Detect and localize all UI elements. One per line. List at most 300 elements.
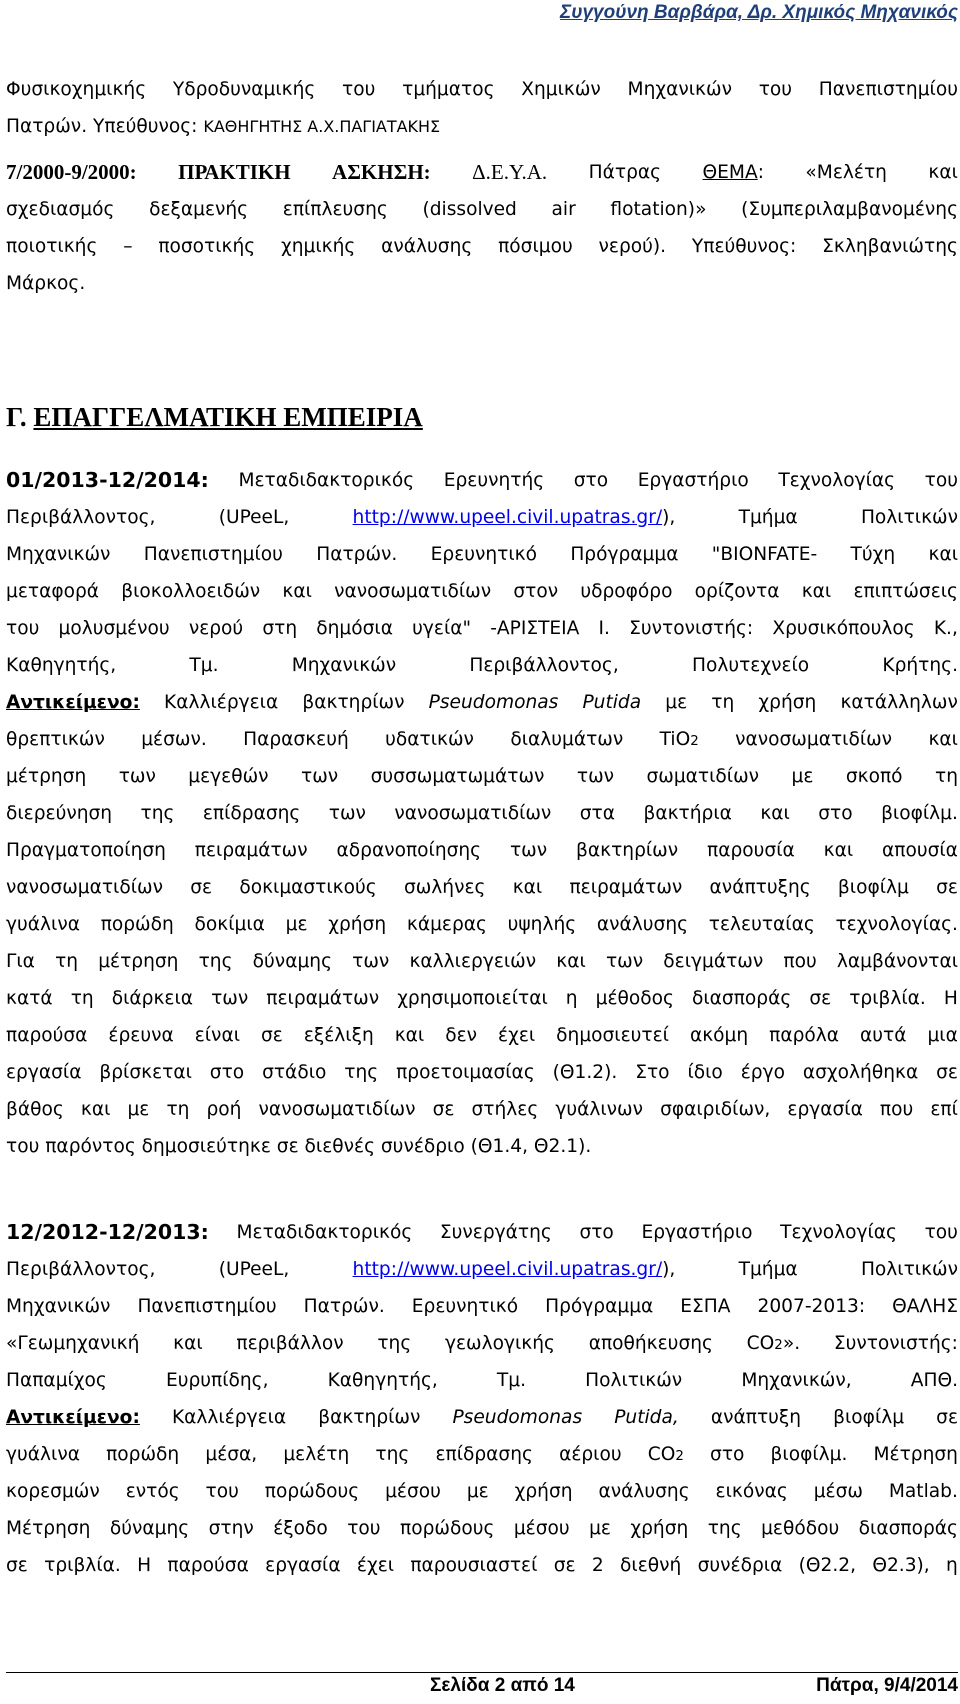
text-word: σε bbox=[936, 877, 958, 898]
text-segment: «Γεωμηχανική bbox=[6, 1333, 140, 1354]
text-word: (Θ2.2, bbox=[798, 1555, 857, 1576]
text-line bbox=[6, 610, 958, 647]
text-segment: βακτηρίων bbox=[302, 692, 405, 713]
text-word: υψηλής bbox=[507, 914, 577, 935]
text-line bbox=[6, 684, 958, 721]
text-word: ανάπτυξης bbox=[709, 877, 811, 898]
text-word: 2007-2013: bbox=[757, 1296, 866, 1317]
text-word: ποσοτικής bbox=[158, 236, 256, 257]
text-word: παρουσία bbox=[707, 840, 795, 861]
text-line bbox=[6, 1251, 958, 1288]
text-word: βακτηρίων bbox=[576, 840, 679, 861]
text-word: των bbox=[605, 951, 644, 972]
experience-entry-2 bbox=[6, 1214, 958, 1584]
text-word: της bbox=[140, 803, 175, 824]
text-word: είναι bbox=[194, 1025, 240, 1046]
text-word: των bbox=[509, 840, 548, 861]
text-word: flotation)» bbox=[610, 199, 707, 220]
text-line bbox=[6, 573, 958, 610]
entry-date: 12/2012-12/2013: bbox=[6, 1220, 209, 1244]
text-segment: Τεχνολογίας bbox=[780, 1222, 897, 1243]
text-word: Στο bbox=[635, 1062, 670, 1083]
text-word: σε bbox=[6, 1555, 28, 1576]
text-word: που bbox=[783, 951, 817, 972]
text-word: Πρόγραμμα bbox=[570, 544, 679, 565]
text-word: πόσιμου bbox=[498, 236, 573, 257]
text-word: Η bbox=[137, 1555, 152, 1576]
text-segment: του bbox=[924, 1222, 958, 1243]
text-word: των bbox=[211, 988, 249, 1009]
text-word: (dissolved bbox=[422, 199, 517, 220]
text-word: στο bbox=[209, 1062, 245, 1083]
text-word: air bbox=[551, 199, 576, 220]
text-word: σε bbox=[432, 1099, 455, 1120]
text-word: της bbox=[344, 1062, 379, 1083]
text-word: σκοπό bbox=[845, 766, 903, 787]
text-word: Ερευνητικό bbox=[411, 1296, 519, 1317]
text-word: βρίσκεται bbox=[99, 1062, 192, 1083]
text-word: απουσία bbox=[882, 840, 958, 861]
text-line bbox=[6, 795, 958, 832]
text-segment: Περιβάλλοντος, bbox=[6, 507, 156, 528]
text-word: βιοφίλμ bbox=[837, 877, 909, 898]
text-word: διασποράς bbox=[858, 1518, 958, 1539]
text-line bbox=[6, 462, 958, 499]
text-word: Η bbox=[943, 988, 958, 1009]
text-word: πειραμάτων bbox=[569, 877, 683, 898]
text-word: έργο bbox=[740, 1062, 785, 1083]
text-segment: Καλλιέργεια bbox=[164, 692, 279, 713]
text-word: και bbox=[823, 840, 854, 861]
text-word: παρουσιαστεί bbox=[410, 1555, 538, 1576]
text-segment: βακτηρίων bbox=[318, 1407, 421, 1428]
text-line bbox=[6, 1325, 958, 1362]
text-word: σωματιδίων bbox=[646, 766, 760, 787]
text-line bbox=[6, 1091, 958, 1128]
text-word: ροή bbox=[206, 1099, 242, 1120]
text-segment: Μάρκος. bbox=[6, 273, 86, 294]
text-word: η bbox=[946, 1555, 958, 1576]
text-word: στον bbox=[513, 581, 559, 602]
text-segment: υδατικών bbox=[385, 729, 474, 750]
text-word: Πραγματοποίηση bbox=[6, 840, 166, 861]
text-word: Μηχανικών bbox=[6, 1296, 111, 1317]
text-word: ακόμη bbox=[689, 1025, 749, 1046]
text-segment: βιοφίλμ bbox=[833, 1407, 905, 1428]
text-word: Συντονιστής: bbox=[629, 618, 754, 639]
text-word: 2 bbox=[591, 1555, 604, 1576]
text-segment: Δ.Ε.Υ.Α. bbox=[472, 160, 548, 184]
text-word: του bbox=[205, 1481, 239, 1502]
text-word: διεθνή bbox=[620, 1555, 682, 1576]
text-word: πορώδους bbox=[264, 1481, 360, 1502]
text-word: Χρυσικόπουλος bbox=[772, 618, 915, 639]
text-word: τριβλία. bbox=[849, 988, 926, 1009]
text-word: μεθόδου bbox=[761, 1518, 840, 1539]
text-word: διασποράς bbox=[692, 988, 792, 1009]
text-word: και bbox=[556, 951, 586, 972]
text-word: Για bbox=[6, 951, 35, 972]
text-word: παρούσα bbox=[167, 1555, 249, 1576]
text-word: ασχολήθηκα bbox=[802, 1062, 919, 1083]
text-line bbox=[6, 943, 958, 980]
subscript: 2 bbox=[690, 734, 699, 749]
text-word: του bbox=[6, 618, 40, 639]
text-word: Υδροδυναμικής bbox=[172, 79, 316, 100]
text-segment: με bbox=[665, 692, 688, 713]
text-word: Κρήτης. bbox=[882, 655, 958, 676]
text-word: συνέδρια bbox=[697, 1555, 783, 1576]
text-word: εντός bbox=[125, 1481, 180, 1502]
text-word: δημόσια bbox=[316, 618, 393, 639]
text-word: του bbox=[758, 79, 793, 100]
text-segment: χρήση bbox=[758, 692, 817, 713]
text-word: Πατρών. bbox=[316, 544, 398, 565]
header-author: Συγγούνη Βαρβάρα, Δρ. Χημικός Μηχανικός bbox=[560, 2, 958, 23]
text-line bbox=[6, 980, 958, 1017]
text-segment bbox=[353, 1251, 676, 1288]
text-line bbox=[6, 906, 958, 943]
text-word: δοκίμια bbox=[194, 914, 265, 935]
text-word: νερού bbox=[188, 618, 244, 639]
text-segment: και bbox=[928, 729, 958, 750]
text-word: ΘΑΛΗΣ bbox=[892, 1296, 958, 1317]
text-word: βάθος bbox=[6, 1099, 64, 1120]
text-segment bbox=[353, 499, 676, 536]
page-number: Σελίδα 2 από 14 bbox=[430, 1675, 575, 1696]
text-word: νανοσωματιδίων bbox=[6, 877, 163, 898]
section-title: ΕΠΑΓΓΕΛΜΑΤΙΚΗ ΕΜΠΕΙΡΙΑ bbox=[33, 402, 423, 432]
text-word: προετοιμασίας bbox=[396, 1062, 535, 1083]
text-word: που bbox=[879, 1099, 914, 1120]
text-line bbox=[6, 228, 958, 265]
text-segment: ), bbox=[662, 507, 676, 528]
text-line bbox=[6, 154, 958, 191]
text-word: και bbox=[928, 544, 958, 565]
text-word: τμήματος bbox=[402, 79, 495, 100]
footer-divider bbox=[6, 1672, 958, 1673]
text-segment: πορώδη bbox=[106, 1444, 180, 1465]
text-word: επί bbox=[930, 1099, 958, 1120]
text-line bbox=[6, 1214, 958, 1251]
text-word: στη bbox=[262, 618, 298, 639]
text-word: στήλες bbox=[471, 1099, 539, 1120]
text-word: και bbox=[760, 803, 790, 824]
upeel-link[interactable]: http://www.upeel.civil.upatras.gr/ bbox=[352, 1259, 663, 1280]
text-word: συσσωματωμάτων bbox=[370, 766, 545, 787]
text-segment: CO bbox=[746, 1333, 775, 1354]
text-word: εξέλιξη bbox=[303, 1025, 374, 1046]
text-word: βιοφίλμ. bbox=[881, 803, 958, 824]
text-word: Καθηγητής, bbox=[6, 655, 117, 676]
thema-label: ΘΕΜΑ bbox=[702, 162, 758, 183]
text-word: γυάλινων bbox=[555, 1099, 643, 1120]
text-word: κορεσμών bbox=[6, 1481, 100, 1502]
text-word: μέθοδος bbox=[595, 988, 674, 1009]
text-line bbox=[6, 1399, 958, 1436]
text-segment: TiO bbox=[659, 729, 691, 750]
text-word: σχεδιασμός bbox=[6, 199, 115, 220]
text-segment: μέσων. bbox=[141, 729, 207, 750]
text-word: Πανεπιστημίου bbox=[143, 544, 283, 565]
text-word: χρησιμοποιείται bbox=[397, 988, 548, 1009]
text-word: αδρανοποίησης bbox=[336, 840, 482, 861]
footer-place-date: Πάτρα, 9/4/2014 bbox=[816, 1675, 958, 1696]
text-word: στο bbox=[818, 803, 853, 824]
text-segment: σε bbox=[936, 1407, 958, 1428]
text-word: Τμ. bbox=[496, 1370, 527, 1391]
text-word: επίπλευσης bbox=[282, 199, 388, 220]
text-word: τη bbox=[70, 988, 94, 1009]
text-word: τελευταίας bbox=[708, 914, 815, 935]
text-word: εργασία bbox=[6, 1062, 82, 1083]
text-segment: : bbox=[757, 162, 764, 183]
text-segment: Putida, bbox=[614, 1407, 679, 1428]
text-line bbox=[6, 499, 958, 536]
text-word: πειραμάτων bbox=[194, 840, 308, 861]
text-word: του bbox=[347, 1518, 381, 1539]
text-word: μέσου bbox=[513, 1518, 570, 1539]
text-segment: Συντονιστής: bbox=[833, 1333, 958, 1354]
text-word: σε bbox=[190, 877, 213, 898]
text-word: δεν bbox=[445, 1025, 478, 1046]
text-word: πορώδη bbox=[100, 914, 174, 935]
text-word: δύναμης bbox=[109, 1518, 190, 1539]
text-segment: Τμήμα bbox=[738, 507, 798, 528]
text-segment: μελέτη bbox=[283, 1444, 350, 1465]
text-word: στα bbox=[579, 803, 616, 824]
subscript: 2 bbox=[675, 1449, 684, 1464]
text-segment: Πάτρας bbox=[588, 162, 662, 183]
text-line bbox=[6, 1547, 958, 1584]
experience-entry-1 bbox=[6, 462, 958, 1165]
text-line bbox=[6, 71, 958, 108]
text-segment: Ερευνητής bbox=[443, 470, 545, 491]
text-word: Ι. bbox=[598, 618, 610, 639]
text-word: Μηχανικών bbox=[291, 655, 397, 676]
text-word: με bbox=[127, 1099, 150, 1120]
text-word: μέσου bbox=[385, 1481, 441, 1502]
text-segment: αποθήκευσης bbox=[588, 1333, 713, 1354]
text-word: "BIONFATE- bbox=[711, 544, 818, 565]
text-word: δύναμης bbox=[252, 951, 332, 972]
text-word: της bbox=[707, 1518, 742, 1539]
text-word: και bbox=[801, 581, 832, 602]
text-word: Μηχανικών bbox=[6, 544, 111, 565]
text-word: ποιοτικής bbox=[6, 236, 98, 257]
text-segment: Πολιτικών bbox=[860, 507, 958, 528]
text-segment: περιβάλλον bbox=[236, 1333, 344, 1354]
text-word: Σκληβανιώτης bbox=[822, 236, 958, 257]
text-word: μέτρηση bbox=[6, 766, 87, 787]
text-word: έξοδο bbox=[273, 1518, 328, 1539]
text-word: εργασία bbox=[265, 1555, 341, 1576]
text-word: υδροφόρο bbox=[580, 581, 673, 602]
text-segment: Μέτρηση bbox=[873, 1444, 958, 1465]
text-word: νανοσωματιδίων bbox=[258, 1099, 416, 1120]
text-line bbox=[6, 191, 958, 228]
text-segment bbox=[703, 154, 764, 191]
text-line bbox=[6, 1362, 958, 1399]
text-word: μεταφορά bbox=[6, 581, 100, 602]
text-word: παρούσα bbox=[6, 1025, 88, 1046]
text-word: Πρόγραμμα bbox=[545, 1296, 654, 1317]
text-line bbox=[6, 1054, 958, 1091]
text-segment: στο bbox=[579, 1222, 614, 1243]
text-word: βιοκολλοειδών bbox=[121, 581, 261, 602]
text-word: Τμ. bbox=[189, 655, 219, 676]
text-word: τη bbox=[55, 951, 79, 972]
text-word: σε bbox=[260, 1025, 283, 1046]
text-segment: Εργαστήριο bbox=[641, 1222, 753, 1243]
text-segment: Pseudomonas bbox=[428, 692, 559, 713]
text-line bbox=[6, 721, 958, 758]
text-word: -ΑΡΙΣΤΕΙΑ bbox=[490, 618, 580, 639]
text-line bbox=[6, 1436, 958, 1473]
text-segment: Μεταδιδακτορικός bbox=[236, 1222, 413, 1243]
text-segment: CO bbox=[647, 1444, 676, 1465]
text-segment: ΠΡΑΚΤΙΚΗ bbox=[178, 160, 291, 184]
text-word: διάρκεια bbox=[111, 988, 194, 1009]
text-word: επίδρασης bbox=[202, 803, 301, 824]
text-word: Καθηγητής, bbox=[327, 1370, 438, 1391]
text-word: τη bbox=[935, 766, 958, 787]
text-word: Τύχη bbox=[850, 544, 896, 565]
text-segment: κατάλληλων bbox=[840, 692, 958, 713]
text-segment: και bbox=[173, 1333, 203, 1354]
text-segment: ΑΣΚΗΣΗ: bbox=[332, 160, 431, 184]
text-word: ΕΣΠΑ bbox=[680, 1296, 731, 1317]
text-segment: θρεπτικών bbox=[6, 729, 105, 750]
text-word: μια bbox=[927, 1025, 958, 1046]
text-line bbox=[6, 108, 958, 145]
text-line bbox=[6, 1473, 958, 1510]
text-word: ανάλυσης bbox=[596, 914, 689, 935]
text-word: της bbox=[198, 951, 233, 972]
objective-label: Αντικείμενο: bbox=[6, 692, 140, 713]
text-word: σε bbox=[936, 1062, 958, 1083]
text-line bbox=[6, 758, 958, 795]
text-word: μολυσμένου bbox=[58, 618, 170, 639]
text-segment: μέσα, bbox=[205, 1444, 258, 1465]
text-word: ανάλυσης bbox=[598, 1481, 690, 1502]
text-word: Φυσικοχημικής bbox=[6, 79, 147, 100]
text-segment: τη bbox=[711, 692, 735, 713]
text-word: των bbox=[328, 803, 366, 824]
text-word: Πανεπιστημίου bbox=[137, 1296, 277, 1317]
text-word: πορώδους bbox=[400, 1518, 495, 1539]
text-word: – bbox=[123, 236, 133, 257]
text-word: χημικής bbox=[281, 236, 356, 257]
text-word: Μέτρηση bbox=[6, 1518, 91, 1539]
text-segment: γεωλογικής bbox=[444, 1333, 555, 1354]
text-word: διερεύνηση bbox=[6, 803, 113, 824]
text-word: πειραμάτων bbox=[266, 988, 380, 1009]
text-word: Περιβάλλοντος, bbox=[469, 655, 619, 676]
text-line bbox=[6, 1288, 958, 1325]
text-word: κάμερας bbox=[406, 914, 487, 935]
text-word: χρήση bbox=[328, 914, 387, 935]
text-word: ανάλυσης bbox=[381, 236, 473, 257]
text-line bbox=[6, 536, 958, 573]
text-segment: νανοσωματιδίων bbox=[735, 729, 893, 750]
text-word: εργασία bbox=[787, 1099, 863, 1120]
text-segment: Πολιτικών bbox=[860, 1259, 958, 1280]
subscript: 2 bbox=[774, 1338, 783, 1353]
text-word: Θ2.3), bbox=[872, 1555, 930, 1576]
text-line bbox=[6, 869, 958, 906]
practice-date: 7/2000-9/2000: bbox=[6, 160, 137, 184]
text-segment: αέριου bbox=[559, 1444, 622, 1465]
text-word: των bbox=[352, 951, 390, 972]
text-line bbox=[6, 832, 958, 869]
text-word: Matlab. bbox=[888, 1481, 958, 1502]
text-word: των bbox=[301, 766, 339, 787]
text-word: ΑΠΘ. bbox=[910, 1370, 958, 1391]
text-word: των bbox=[576, 766, 615, 787]
text-segment: (UPeeL, bbox=[218, 1259, 290, 1280]
text-word: και bbox=[512, 877, 543, 898]
text-segment: στο bbox=[573, 470, 609, 491]
text-segment: Περιβάλλοντος, bbox=[6, 1259, 156, 1280]
text-segment: ), bbox=[662, 1259, 676, 1280]
text-word: τριβλία. bbox=[44, 1555, 121, 1576]
text-word: με bbox=[589, 1518, 611, 1539]
text-segment: Τμήμα bbox=[738, 1259, 798, 1280]
text-segment: Συνεργάτης bbox=[439, 1222, 552, 1243]
text-word: (Θ1.2). bbox=[552, 1062, 618, 1083]
text-word: νερού). bbox=[598, 236, 667, 257]
text-segment: Pseudomonas bbox=[452, 1407, 583, 1428]
text-word: τη bbox=[166, 1099, 190, 1120]
text-word: ίδιο bbox=[687, 1062, 723, 1083]
text-word: αυτά bbox=[860, 1025, 907, 1046]
text-line bbox=[6, 1017, 958, 1054]
text-word: του bbox=[342, 79, 376, 100]
text-word: μέτρηση bbox=[98, 951, 179, 972]
text-word: με bbox=[285, 914, 308, 935]
text-word: έρευνα bbox=[108, 1025, 174, 1046]
text-segment: ». bbox=[782, 1333, 801, 1354]
text-word: επιπτώσεις bbox=[853, 581, 958, 602]
document-page bbox=[6, 0, 958, 1704]
text-word: υγεία" bbox=[412, 618, 472, 639]
objective-label: Αντικείμενο: bbox=[6, 1407, 140, 1428]
text-segment: και bbox=[928, 162, 958, 183]
text-segment: βιοφίλμ. bbox=[770, 1444, 848, 1465]
text-segment: της bbox=[377, 1333, 412, 1354]
upeel-link[interactable]: http://www.upeel.civil.upatras.gr/ bbox=[352, 507, 663, 528]
text-segment: Μεταδιδακτορικός bbox=[238, 470, 415, 491]
text-line bbox=[6, 1128, 958, 1165]
text-segment: (UPeeL, bbox=[218, 507, 290, 528]
text-word: και bbox=[394, 1025, 425, 1046]
practice-paragraph bbox=[6, 154, 958, 302]
text-line bbox=[6, 265, 958, 302]
text-word: σε bbox=[809, 988, 832, 1009]
text-word: Πολιτικών bbox=[585, 1370, 683, 1391]
text-segment: του παρόντος δημοσιεύτηκε σε διεθνές συνέδριο (Θ1.4, Θ2.1). bbox=[6, 1136, 592, 1157]
text-word: Χημικών bbox=[521, 79, 601, 100]
text-word: βακτήρια bbox=[643, 803, 732, 824]
text-word: Μηχανικών, bbox=[741, 1370, 852, 1391]
text-word: ορίζοντα bbox=[694, 581, 780, 602]
text-segment: ΚΑΘΗΓΗΤΗΣ Α.Χ.ΠΑΓΙΑΤΑΚΗΣ bbox=[203, 117, 441, 136]
text-word: Πανεπιστημίου bbox=[818, 79, 958, 100]
text-word: εικόνας bbox=[715, 1481, 788, 1502]
text-word: χρήση bbox=[514, 1481, 573, 1502]
text-word: και bbox=[282, 581, 312, 602]
